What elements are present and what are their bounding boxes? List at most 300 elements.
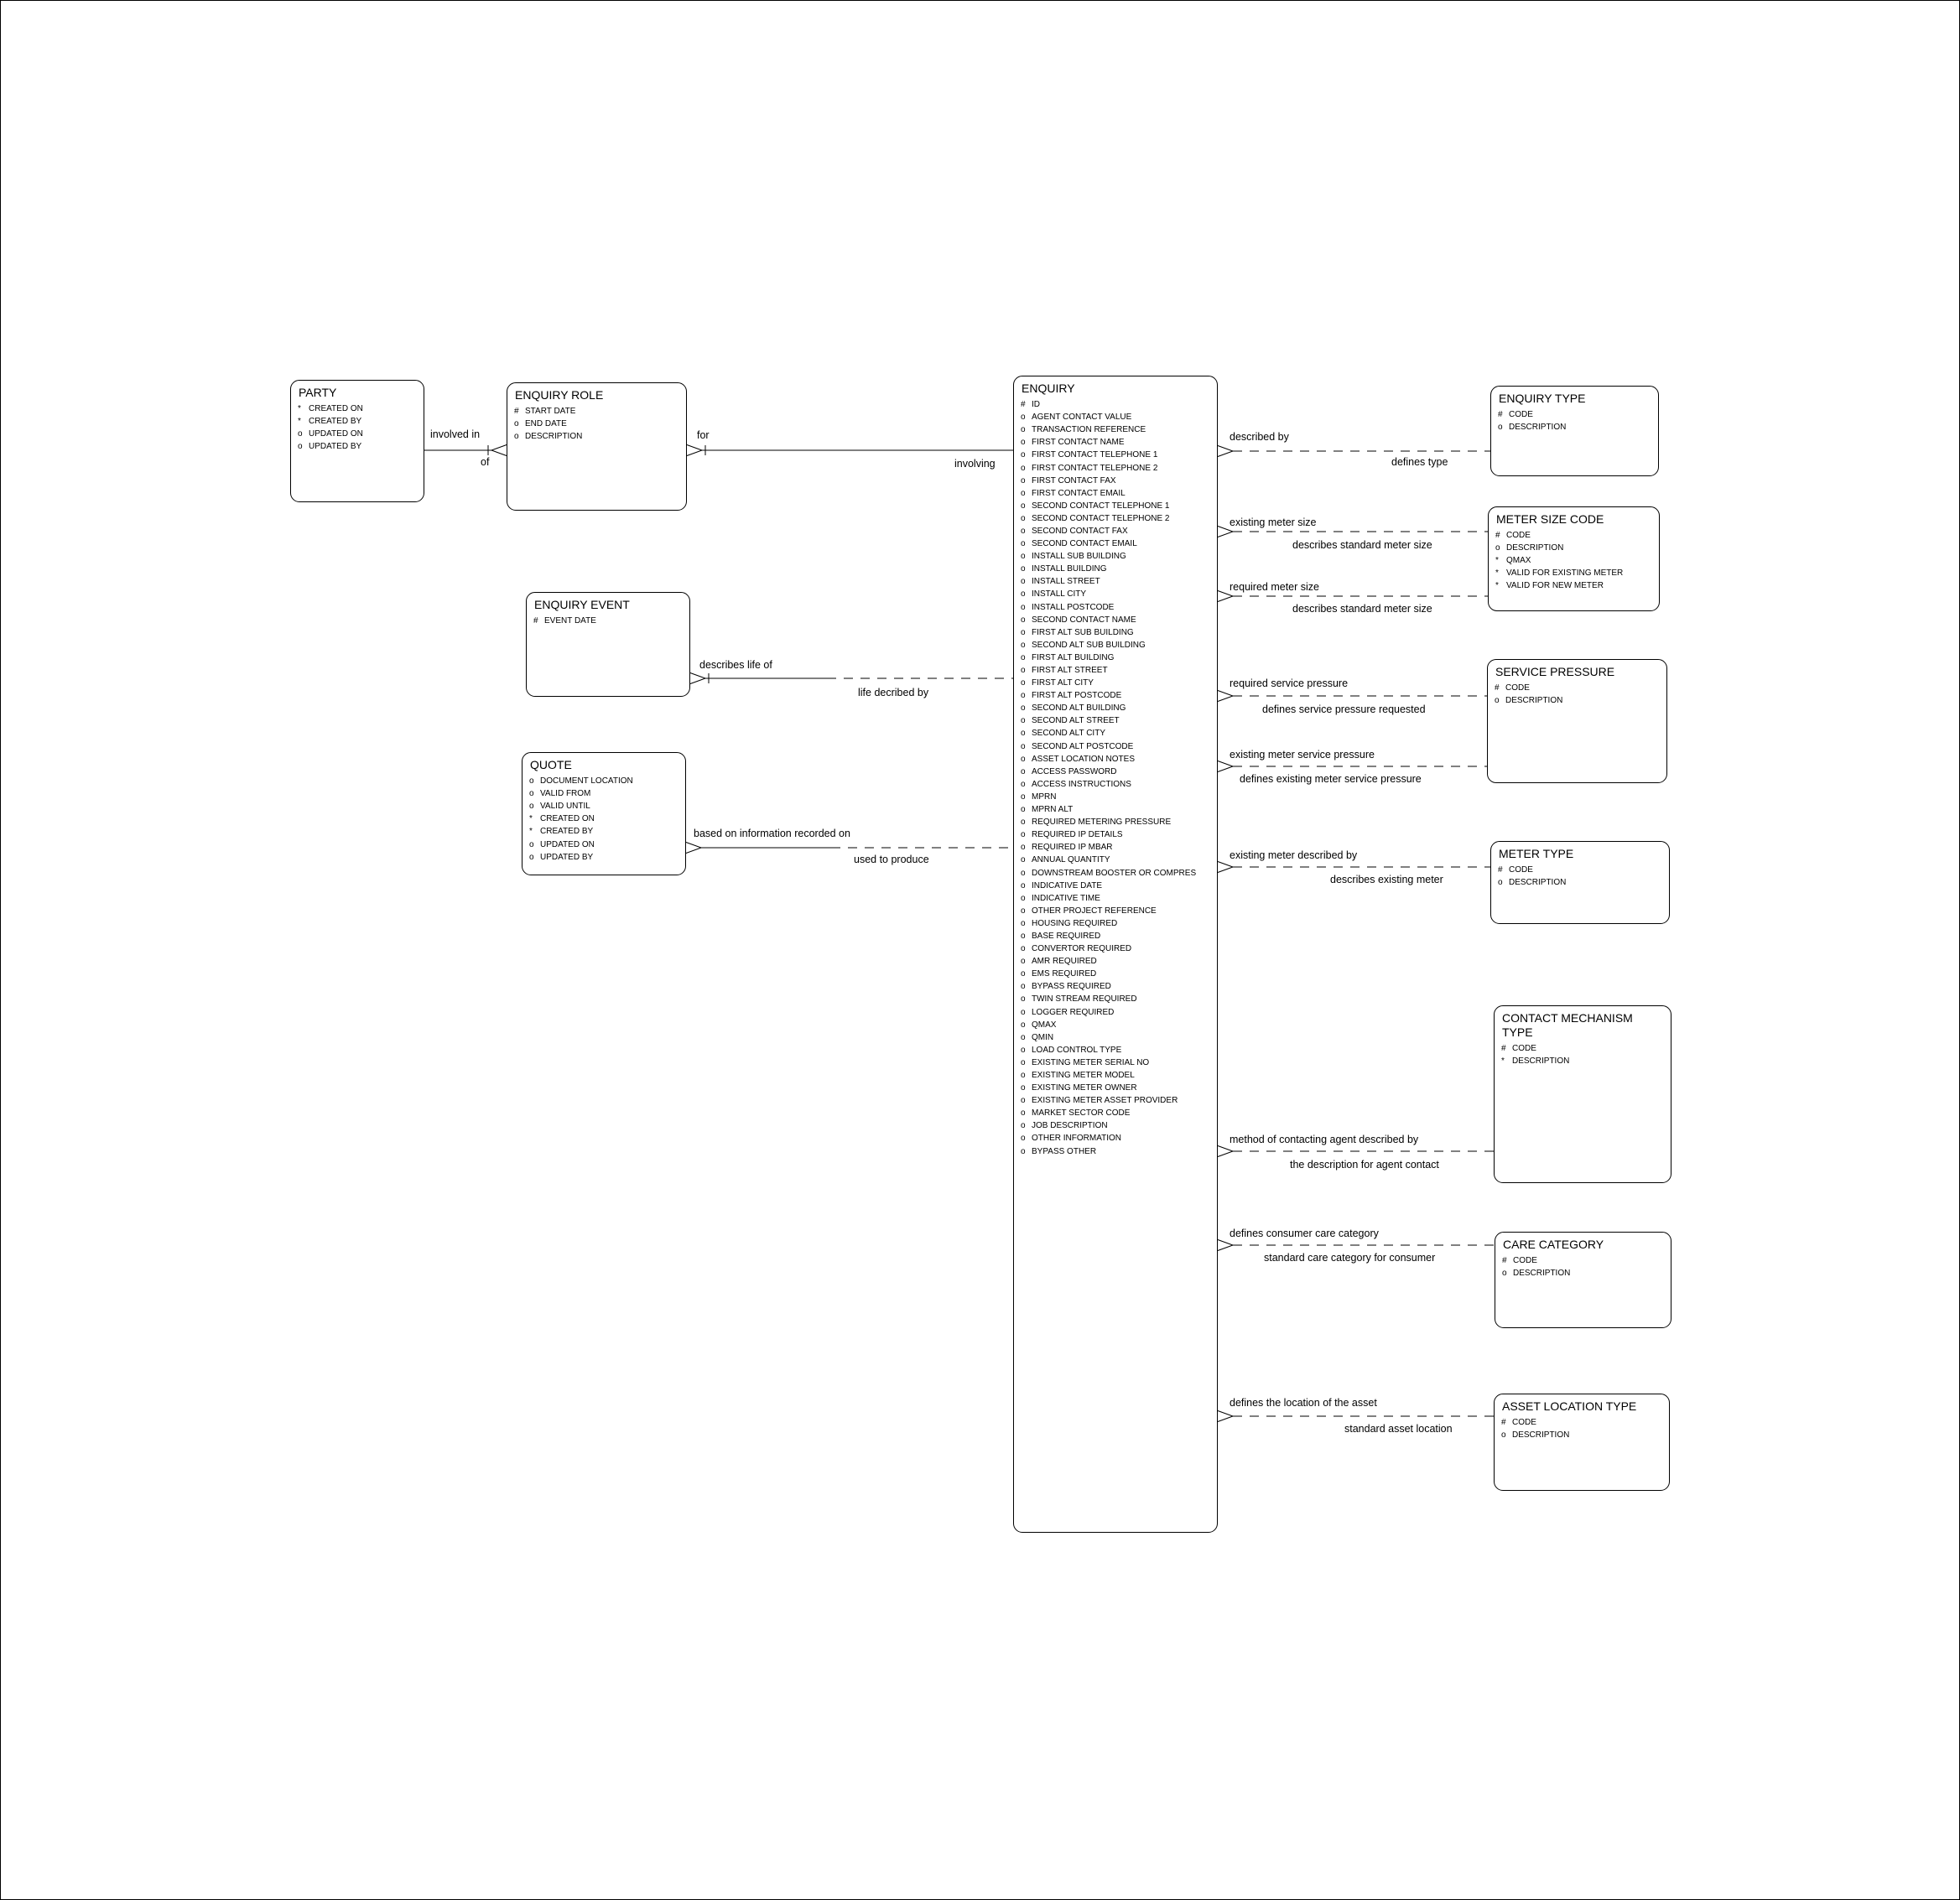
relationship-enquiry-asset-location-type — [1218, 1411, 1494, 1422]
relationship-label: describes life of — [699, 659, 772, 671]
attribute-marker: o — [1021, 1007, 1026, 1017]
attribute-row — [1014, 436, 1217, 449]
attribute-row — [1014, 1044, 1217, 1056]
entity-quote[interactable] — [522, 752, 686, 875]
attribute-text: INSTALL STREET — [1032, 577, 1100, 587]
attribute-marker: * — [1495, 568, 1499, 579]
attribute-row — [1014, 955, 1217, 968]
attribute-row — [1014, 1069, 1217, 1082]
attribute-marker: # — [1495, 683, 1500, 693]
attribute-list — [1488, 682, 1666, 707]
attribute-marker: o — [514, 432, 519, 442]
crows-foot-icon — [1218, 446, 1233, 457]
attribute-text: ASSET LOCATION NOTES — [1032, 754, 1135, 764]
attribute-row — [522, 800, 685, 812]
attribute-marker: # — [514, 407, 519, 417]
attribute-marker: o — [1021, 501, 1026, 511]
attribute-marker: o — [1021, 615, 1026, 625]
attribute-marker: o — [529, 852, 534, 862]
attribute-row — [522, 838, 685, 850]
relationship-label: existing meter size — [1230, 517, 1317, 528]
attribute-row — [1014, 714, 1217, 727]
attribute-marker: o — [529, 789, 534, 799]
attribute-row — [1014, 1031, 1217, 1044]
attribute-row — [507, 418, 686, 430]
relationship-enquiry-service-pressure-required — [1218, 691, 1487, 702]
attribute-text: AMR REQUIRED — [1032, 957, 1097, 967]
attribute-marker: o — [529, 802, 534, 812]
crows-foot-icon — [491, 445, 507, 456]
attribute-row — [1014, 880, 1217, 892]
attribute-marker: o — [1021, 475, 1026, 485]
attribute-row — [1014, 449, 1217, 461]
attribute-row — [1014, 563, 1217, 575]
crows-foot-icon — [1218, 1146, 1233, 1157]
attribute-row — [1014, 398, 1217, 411]
attribute-list — [1495, 1042, 1671, 1067]
attribute-text: CREATED BY — [540, 827, 594, 837]
attribute-text: FIRST CONTACT FAX — [1032, 475, 1116, 485]
attribute-marker: o — [1021, 729, 1026, 739]
attribute-list — [522, 775, 685, 864]
attribute-marker: o — [1021, 957, 1026, 967]
attribute-text: VALID FOR NEW METER — [1506, 581, 1604, 591]
attribute-marker: o — [1021, 716, 1026, 726]
attribute-row — [1014, 980, 1217, 993]
attribute-row — [507, 405, 686, 418]
attribute-marker: o — [1021, 766, 1026, 776]
attribute-text: DOCUMENT LOCATION — [540, 776, 633, 786]
attribute-text: UPDATED BY — [309, 442, 362, 452]
attribute-row — [1014, 575, 1217, 588]
relationship-label: of — [481, 456, 490, 468]
attribute-row — [507, 430, 686, 443]
relationship-label: standard asset location — [1344, 1423, 1453, 1435]
attribute-text: REQUIRED METERING PRESSURE — [1032, 818, 1172, 828]
attribute-marker: o — [1021, 652, 1026, 662]
attribute-row — [1014, 1107, 1217, 1119]
attribute-text: SECOND ALT CITY — [1032, 729, 1105, 739]
attribute-row — [1014, 942, 1217, 955]
attribute-marker: o — [1021, 792, 1026, 802]
attribute-text: SECOND CONTACT NAME — [1032, 615, 1136, 625]
attribute-marker: o — [1021, 703, 1026, 714]
attribute-text: MPRN — [1032, 792, 1057, 802]
attribute-text: VALID UNTIL — [540, 802, 590, 812]
attribute-marker: o — [1495, 696, 1500, 706]
entity-title: PARTY — [299, 386, 337, 399]
attribute-list — [1495, 1254, 1671, 1280]
crows-foot-icon — [1218, 1240, 1233, 1251]
attribute-marker: o — [1021, 1020, 1026, 1030]
attribute-row — [291, 428, 424, 440]
attribute-row — [522, 775, 685, 787]
attribute-row — [1014, 702, 1217, 714]
attribute-marker: o — [1021, 691, 1026, 701]
crows-foot-icon — [1218, 862, 1233, 873]
attribute-marker: o — [514, 419, 519, 429]
attribute-text: FIRST ALT STREET — [1032, 666, 1108, 676]
relationship-label: defines the location of the asset — [1230, 1397, 1377, 1409]
attribute-marker: o — [1021, 982, 1026, 992]
relationship-enquiry-service-pressure-existing — [1218, 761, 1487, 772]
attribute-marker: o — [1021, 805, 1026, 815]
attribute-row — [1014, 1006, 1217, 1019]
entity-contact-mechanism-type[interactable] — [1494, 1005, 1671, 1183]
attribute-marker: o — [1021, 754, 1026, 764]
attribute-text: DESCRIPTION — [525, 432, 583, 442]
crows-foot-icon — [686, 843, 701, 854]
attribute-text: ANNUAL QUANTITY — [1032, 855, 1110, 865]
attribute-marker: o — [1021, 918, 1026, 928]
attribute-text: AGENT CONTACT VALUE — [1032, 413, 1132, 423]
entity-title: SERVICE PRESSURE — [1495, 665, 1615, 678]
attribute-text: UPDATED ON — [540, 839, 595, 849]
attribute-row — [1014, 411, 1217, 423]
attribute-text: INSTALL POSTCODE — [1032, 602, 1115, 612]
attribute-list — [507, 405, 686, 443]
attribute-row — [1014, 525, 1217, 537]
attribute-text: ACCESS PASSWORD — [1032, 766, 1117, 776]
attribute-row — [1491, 408, 1658, 421]
attribute-marker: * — [1501, 1056, 1505, 1067]
attribute-text: QMAX — [1506, 556, 1531, 566]
attribute-text: CREATED ON — [309, 404, 363, 414]
relationship-label: used to produce — [854, 854, 929, 865]
attribute-marker: o — [1021, 906, 1026, 916]
attribute-marker: o — [1021, 425, 1026, 435]
attribute-marker: o — [1021, 678, 1026, 688]
attribute-row — [1014, 1082, 1217, 1094]
attribute-text: HOUSING REQUIRED — [1032, 918, 1118, 928]
relationship-label: method of contacting agent described by — [1230, 1134, 1419, 1145]
attribute-list — [1491, 408, 1658, 433]
attribute-row — [1014, 626, 1217, 639]
relationship-label: defines consumer care category — [1230, 1228, 1379, 1239]
attribute-text: CODE — [1509, 865, 1533, 875]
attribute-marker: o — [298, 442, 303, 452]
attribute-marker: o — [298, 429, 303, 439]
attribute-row — [291, 440, 424, 453]
attribute-marker: o — [1021, 1083, 1026, 1093]
attribute-row — [291, 402, 424, 415]
relationship-label: existing meter described by — [1230, 849, 1358, 861]
attribute-text: END DATE — [525, 419, 567, 429]
entity-title: ENQUIRY ROLE — [515, 388, 604, 402]
attribute-row — [1014, 512, 1217, 525]
attribute-text: EXISTING METER ASSET PROVIDER — [1032, 1096, 1178, 1106]
attribute-marker: o — [1021, 413, 1026, 423]
relationship-party-enquiry-role — [424, 445, 507, 456]
relationship-enquiry-event-enquiry — [690, 673, 1013, 684]
attribute-row — [1014, 1132, 1217, 1145]
attribute-text: SECOND ALT BUILDING — [1032, 703, 1126, 714]
attribute-row — [1014, 677, 1217, 689]
attribute-list — [1014, 398, 1217, 1158]
relationship-enquiry-contact-mechanism-type — [1218, 1146, 1494, 1157]
attribute-marker: o — [1021, 893, 1026, 903]
attribute-row — [1014, 639, 1217, 652]
attribute-text: EXISTING METER SERIAL NO — [1032, 1057, 1150, 1067]
attribute-marker: # — [1501, 1418, 1506, 1428]
attribute-text: BYPASS OTHER — [1032, 1146, 1097, 1156]
entity-title: CONTACT MECHANISM TYPE — [1502, 1011, 1636, 1039]
attribute-row — [1014, 475, 1217, 487]
attribute-row — [1495, 1267, 1671, 1280]
attribute-text: UPDATED ON — [309, 429, 363, 439]
attribute-marker: o — [1021, 666, 1026, 676]
attribute-row — [1488, 682, 1666, 694]
attribute-row — [1489, 554, 1659, 567]
attribute-text: SECOND CONTACT EMAIL — [1032, 539, 1137, 549]
crows-foot-icon — [1218, 1411, 1233, 1422]
entity-title: CARE CATEGORY — [1503, 1238, 1604, 1251]
attribute-marker: o — [1502, 1269, 1507, 1279]
attribute-row — [1014, 866, 1217, 879]
entity-party[interactable] — [290, 380, 424, 502]
entity-title: ENQUIRY TYPE — [1499, 392, 1586, 405]
attribute-list — [527, 615, 689, 627]
attribute-row — [1014, 614, 1217, 626]
attribute-row — [1014, 550, 1217, 563]
attribute-marker: o — [529, 839, 534, 849]
attribute-marker: # — [533, 616, 538, 626]
attribute-marker: o — [1498, 423, 1503, 433]
attribute-text: FIRST ALT SUB BUILDING — [1032, 627, 1134, 637]
attribute-text: FIRST ALT BUILDING — [1032, 652, 1115, 662]
attribute-text: DESCRIPTION — [1509, 423, 1567, 433]
relationship-label: based on information recorded on — [694, 828, 850, 839]
attribute-text: INDICATIVE TIME — [1032, 893, 1100, 903]
attribute-text: CREATED ON — [540, 814, 595, 824]
relationship-label: existing meter service pressure — [1230, 749, 1375, 761]
attribute-row — [1014, 652, 1217, 664]
attribute-text: ID — [1032, 400, 1040, 410]
crows-foot-icon — [1218, 761, 1233, 772]
attribute-marker: o — [1021, 1045, 1026, 1055]
attribute-text: EMS REQUIRED — [1032, 969, 1097, 979]
attribute-marker: o — [1021, 830, 1026, 840]
attribute-marker: o — [1021, 779, 1026, 789]
attribute-text: QMAX — [1032, 1020, 1057, 1030]
attribute-row — [1014, 423, 1217, 436]
attribute-text: LOAD CONTROL TYPE — [1032, 1045, 1122, 1055]
attribute-row — [1014, 892, 1217, 905]
attribute-row — [1014, 854, 1217, 866]
attribute-row — [1014, 537, 1217, 550]
crows-foot-icon — [1218, 691, 1233, 702]
attribute-row — [1491, 876, 1669, 889]
attribute-marker: o — [1021, 1146, 1026, 1156]
attribute-marker: o — [1021, 1096, 1026, 1106]
attribute-row — [1014, 791, 1217, 803]
relationship-label: involved in — [430, 428, 481, 440]
attribute-text: MARKET SECTOR CODE — [1032, 1108, 1131, 1119]
attribute-text: JOB DESCRIPTION — [1032, 1121, 1108, 1131]
attribute-row — [1014, 766, 1217, 778]
attribute-marker: o — [1021, 602, 1026, 612]
attribute-text: SECOND ALT POSTCODE — [1032, 741, 1134, 751]
attribute-text: FIRST CONTACT TELEPHONE 1 — [1032, 450, 1158, 460]
attribute-row — [1014, 930, 1217, 942]
attribute-row — [1014, 727, 1217, 740]
attribute-marker: o — [1021, 564, 1026, 574]
attribute-marker: o — [1495, 543, 1500, 553]
attribute-row — [1014, 803, 1217, 816]
attribute-text: FIRST CONTACT NAME — [1032, 438, 1125, 448]
relationship-label: life decribed by — [858, 687, 929, 698]
relationship-label: standard care category for consumer — [1264, 1252, 1436, 1264]
attribute-marker: o — [529, 776, 534, 786]
attribute-marker: o — [1021, 855, 1026, 865]
attribute-marker: o — [1021, 1057, 1026, 1067]
attribute-text: OTHER INFORMATION — [1032, 1134, 1122, 1144]
attribute-row — [1014, 487, 1217, 500]
attribute-text: CODE — [1512, 1044, 1536, 1054]
relationship-label: described by — [1230, 431, 1289, 443]
attribute-text: CODE — [1505, 683, 1530, 693]
attribute-marker: o — [1501, 1430, 1506, 1441]
relationship-label: describes standard meter size — [1292, 539, 1432, 551]
attribute-text: SECOND CONTACT TELEPHONE 1 — [1032, 501, 1170, 511]
attribute-row — [1489, 542, 1659, 554]
attribute-row — [1014, 740, 1217, 753]
attribute-marker: * — [1495, 556, 1499, 566]
attribute-text: MPRN ALT — [1032, 805, 1074, 815]
relationship-label: for — [697, 429, 710, 441]
attribute-text: SECOND CONTACT FAX — [1032, 526, 1128, 536]
entity-enquiry-role[interactable] — [507, 382, 687, 511]
entity-enquiry[interactable] — [1013, 376, 1218, 1533]
attribute-marker: o — [1021, 818, 1026, 828]
entity-title: ENQUIRY EVENT — [534, 598, 630, 611]
attribute-row — [1495, 1416, 1669, 1429]
relationship-enquiry-care-category — [1218, 1240, 1495, 1251]
attribute-text: REQUIRED IP DETAILS — [1032, 830, 1123, 840]
attribute-marker: # — [1501, 1044, 1506, 1054]
attribute-text: SECOND ALT STREET — [1032, 716, 1120, 726]
relationship-label: involving — [954, 458, 996, 470]
entity-asset-location-type[interactable] — [1494, 1394, 1670, 1491]
attribute-marker: o — [1021, 843, 1026, 853]
attribute-row — [522, 851, 685, 864]
entity-enquiry-event[interactable] — [526, 592, 690, 697]
attribute-row — [291, 415, 424, 428]
entity-enquiry-type[interactable] — [1490, 386, 1659, 476]
attribute-text: FIRST CONTACT TELEPHONE 2 — [1032, 463, 1158, 473]
attribute-marker: * — [529, 827, 533, 837]
attribute-row — [1014, 905, 1217, 917]
attribute-marker: o — [1498, 878, 1503, 888]
attribute-text: CODE — [1512, 1418, 1536, 1428]
attribute-text: CREATED BY — [309, 417, 362, 427]
attribute-row — [1014, 778, 1217, 791]
attribute-row — [1014, 500, 1217, 512]
entity-service-pressure[interactable] — [1487, 659, 1667, 783]
attribute-text: DESCRIPTION — [1509, 878, 1567, 888]
attribute-row — [527, 615, 689, 627]
attribute-text: INSTALL BUILDING — [1032, 564, 1107, 574]
attribute-marker: * — [1495, 581, 1499, 591]
attribute-row — [1491, 421, 1658, 433]
attribute-text: TWIN STREAM REQUIRED — [1032, 994, 1137, 1005]
attribute-row — [1495, 1055, 1671, 1067]
attribute-text: DESCRIPTION — [1512, 1430, 1570, 1441]
attribute-text: DESCRIPTION — [1506, 543, 1564, 553]
attribute-marker: # — [1498, 865, 1503, 875]
attribute-marker: o — [1021, 1134, 1026, 1144]
attribute-row — [1491, 864, 1669, 876]
attribute-marker: o — [1021, 577, 1026, 587]
attribute-text: BASE REQUIRED — [1032, 931, 1101, 941]
attribute-marker: o — [1021, 931, 1026, 941]
entity-title: ENQUIRY — [1022, 382, 1075, 395]
attribute-row — [1014, 1056, 1217, 1069]
attribute-text: CODE — [1509, 410, 1533, 420]
attribute-text: INSTALL SUB BUILDING — [1032, 552, 1126, 562]
crows-foot-icon — [690, 673, 705, 684]
attribute-marker: o — [1021, 741, 1026, 751]
attribute-text: QMIN — [1032, 1032, 1054, 1042]
attribute-row — [1014, 917, 1217, 930]
attribute-text: BYPASS REQUIRED — [1032, 982, 1111, 992]
attribute-text: REQUIRED IP MBAR — [1032, 843, 1113, 853]
attribute-marker: o — [1021, 513, 1026, 523]
attribute-marker: o — [1021, 944, 1026, 954]
attribute-row — [1489, 529, 1659, 542]
relationship-label: defines type — [1391, 456, 1448, 468]
relationship-label: the description for agent contact — [1290, 1159, 1439, 1171]
attribute-list — [291, 402, 424, 453]
relationship-enquiry-role-enquiry — [687, 445, 1013, 456]
attribute-text: DESCRIPTION — [1505, 696, 1563, 706]
attribute-marker: # — [1495, 531, 1500, 541]
attribute-row — [1014, 689, 1217, 702]
attribute-row — [1014, 461, 1217, 474]
attribute-text: LOGGER REQUIRED — [1032, 1007, 1115, 1017]
attribute-marker: o — [1021, 1121, 1026, 1131]
entity-title: METER SIZE CODE — [1496, 512, 1604, 526]
entity-meter-size-code[interactable] — [1488, 506, 1660, 611]
attribute-text: INSTALL CITY — [1032, 589, 1087, 600]
attribute-text: TRANSACTION REFERENCE — [1032, 425, 1146, 435]
attribute-marker: o — [1021, 640, 1026, 650]
attribute-marker: o — [1021, 868, 1026, 878]
attribute-marker: o — [1021, 438, 1026, 448]
attribute-row — [1014, 588, 1217, 600]
attribute-row — [1495, 1429, 1669, 1441]
attribute-marker: # — [1498, 410, 1503, 420]
relationship-enquiry-meter-type — [1218, 862, 1490, 873]
attribute-text: VALID FROM — [540, 789, 591, 799]
attribute-row — [1495, 1042, 1671, 1055]
relationship-enquiry-enquiry-type — [1218, 446, 1490, 457]
attribute-row — [1488, 694, 1666, 707]
attribute-marker: # — [1021, 400, 1026, 410]
attribute-text: CODE — [1506, 531, 1531, 541]
entity-meter-type[interactable] — [1490, 841, 1670, 924]
attribute-row — [1014, 828, 1217, 841]
relationship-label: defines service pressure requested — [1262, 703, 1426, 715]
attribute-text: EVENT DATE — [544, 616, 596, 626]
attribute-marker: * — [529, 814, 533, 824]
attribute-row — [1014, 664, 1217, 677]
attribute-text: SECOND CONTACT TELEPHONE 2 — [1032, 513, 1170, 523]
relationship-label: describes standard meter size — [1292, 603, 1432, 615]
entity-care-category[interactable] — [1495, 1232, 1671, 1328]
entity-title: METER TYPE — [1499, 847, 1574, 860]
attribute-row — [1014, 1145, 1217, 1158]
